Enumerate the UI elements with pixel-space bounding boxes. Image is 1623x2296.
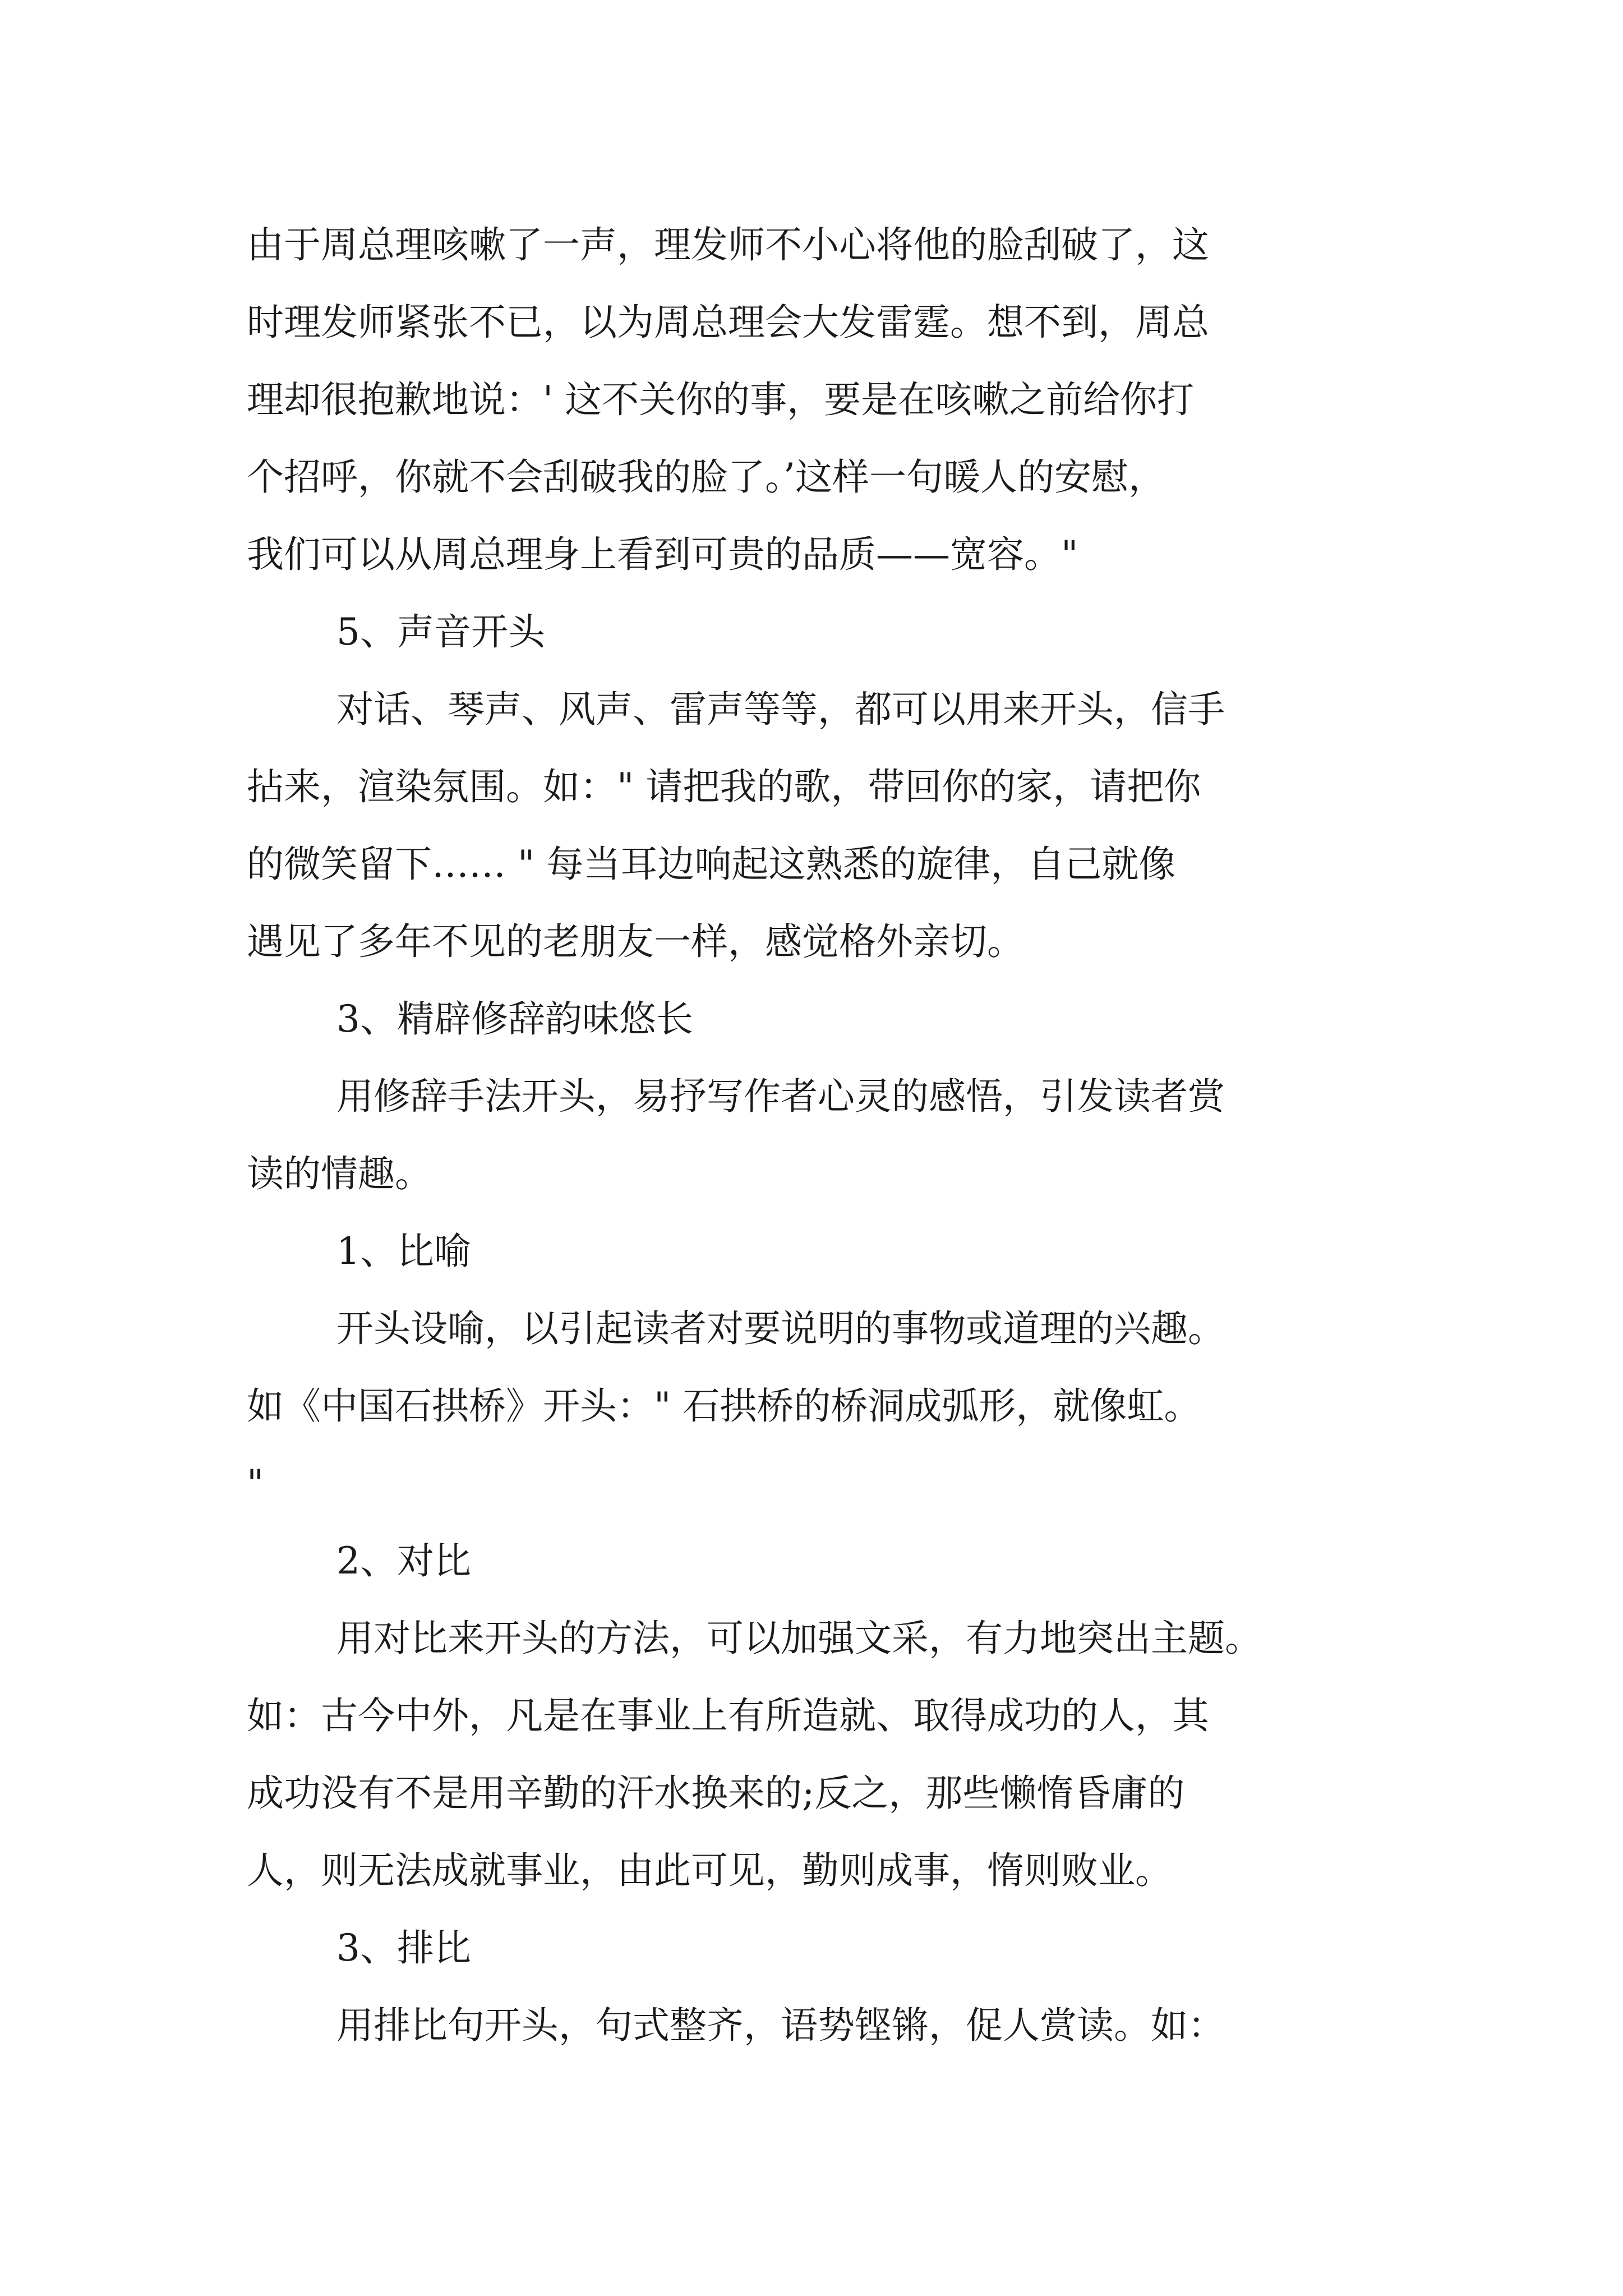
section-heading: 3、精辟修辞韵味悠长 [336,997,693,1041]
text-line: 读的情趣。 [247,1152,432,1195]
text-line: 人，则无法成就事业，由此可见，勤则成事，惰则败业。 [247,1849,1172,1892]
section-heading: 1、比喻 [336,1230,471,1273]
text-line: 我们可以从周总理身上看到可贵的品质——宽容。" [247,533,1078,576]
text-line: 的微笑留下…… " 每当耳边响起这熟悉的旋律，自己就像 [247,843,1176,886]
text-line: 由于周总理咳嗽了一声，理发师不小心将他的脸刮破了，这 [247,223,1209,266]
text-line: 如《中国石拱桥》开头：" 石拱桥的桥洞成弧形，就像虹。 [247,1384,1201,1428]
paragraph-start: 用修辞手法开头，易抒写作者心灵的感悟，引发读者赏 [336,1075,1225,1118]
text-line: 拈来，渲染氛围。如：" 请把我的歌，带回你的家，请把你 [247,765,1201,808]
paragraph-start: 用排比句开头，句式整齐，语势铿锵，促人赏读。如： [336,2004,1225,2047]
section-heading: 5、声音开头 [336,610,545,654]
text-line: 如：古今中外，凡是在事业上有所造就、取得成功的人，其 [247,1694,1209,1737]
section-heading: 2、对比 [336,1539,471,1582]
text-line: 成功没有不是用辛勤的汗水换来的;反之，那些懒惰昏庸的 [247,1772,1185,1815]
text-line: 时理发师紧张不已，以为周总理会大发雷霆。想不到，周总 [247,301,1209,344]
paragraph-start: 对话、琴声、风声、雷声等等，都可以用来开头，信手 [336,688,1225,731]
paragraph-start: 开头设喻，以引起读者对要说明的事物或道理的兴趣。 [336,1307,1225,1350]
text-line: 理却很抱歉地说：' 这不关你的事，要是在咳嗽之前给你打 [247,378,1195,421]
section-heading: 3、排比 [336,1926,471,1970]
paragraph-start: 用对比来开头的方法，可以加强文采，有力地突出主题。 [336,1617,1262,1660]
text-line: " [247,1462,264,1505]
text-line: 个招呼，你就不会刮破我的脸了。’这样一句暖人的安慰， [247,455,1165,499]
text-line: 遇见了多年不见的老朋友一样，感觉格外亲切。 [247,920,1024,963]
